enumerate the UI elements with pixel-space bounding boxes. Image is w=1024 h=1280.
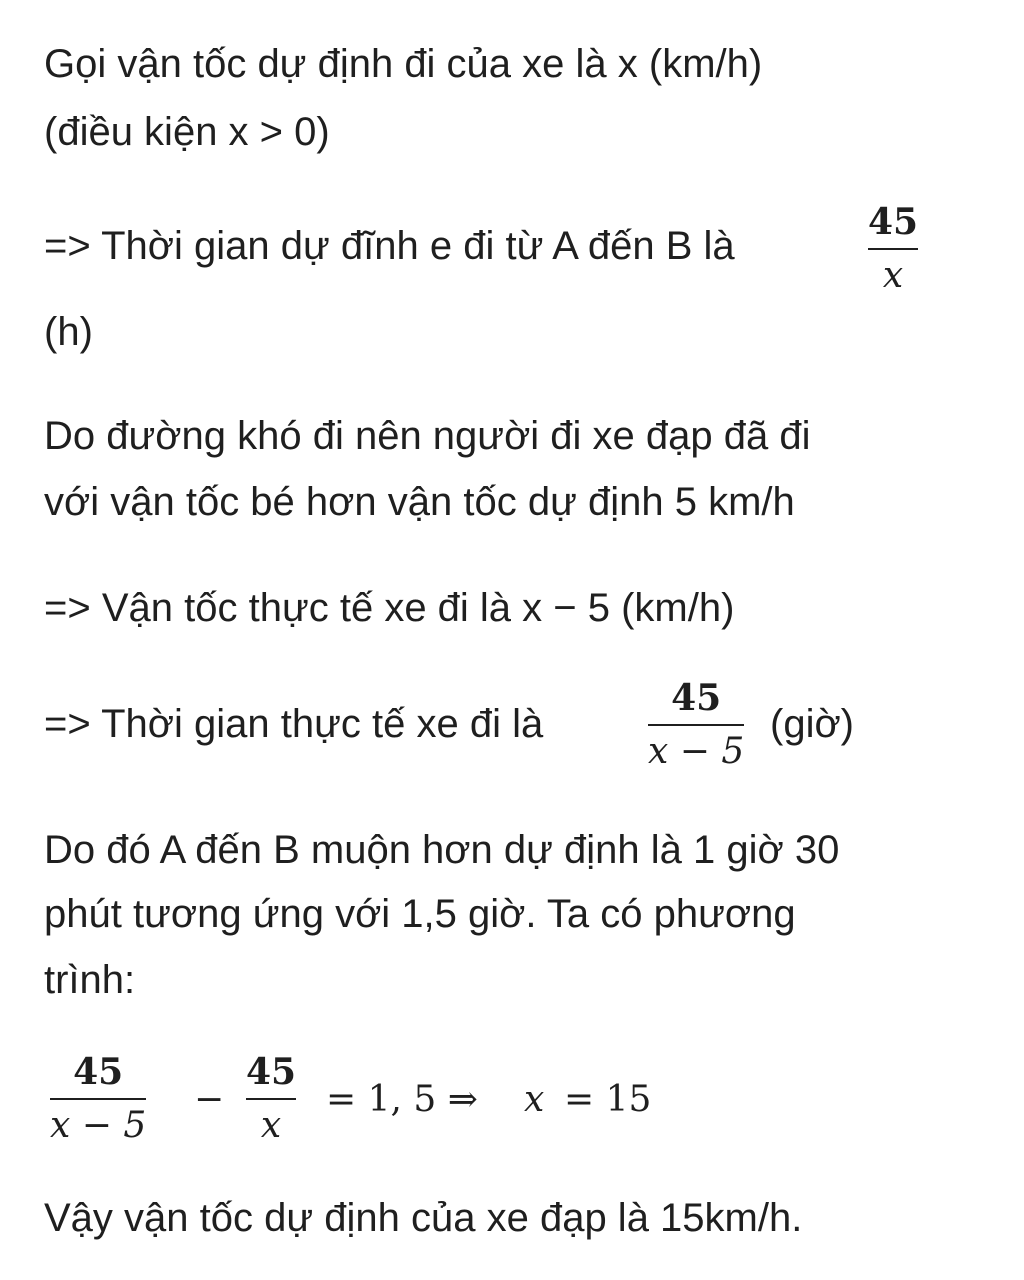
text-line-4: (h) bbox=[44, 310, 93, 354]
text-line-8-suffix: (giờ) bbox=[770, 702, 855, 746]
text-line-3: => Thời gian dự đĩnh e đi từ A đến B là bbox=[44, 224, 735, 268]
fraction-bar bbox=[648, 724, 744, 726]
fraction-bar bbox=[868, 248, 918, 250]
text-line-7: => Vận tốc thực tế xe đi là x − 5 (km/h) bbox=[44, 586, 735, 630]
equation-fraction-1 bbox=[50, 1052, 146, 1146]
equation-rhs-part2: = 15 bbox=[564, 1079, 652, 1120]
text-line-6: với vận tốc bé hơn vận tốc dự định 5 km/h bbox=[44, 480, 795, 524]
fraction-numerator: 45 bbox=[671, 677, 722, 719]
text-line-10: phút tương ứng với 1,5 giờ. Ta có phương bbox=[44, 892, 796, 936]
equation-rhs-var: x bbox=[524, 1079, 545, 1120]
fraction-numerator: 45 bbox=[868, 201, 919, 243]
text-line-1: Gọi vận tốc dự định đi của xe là x (km/h) bbox=[44, 42, 763, 86]
fraction-numerator: 45 bbox=[73, 1051, 124, 1093]
fraction-numerator: 45 bbox=[246, 1051, 297, 1093]
fraction-45-over-x bbox=[868, 202, 918, 296]
equation-minus: − bbox=[194, 1079, 225, 1120]
fraction-bar bbox=[50, 1098, 146, 1100]
fraction-bar bbox=[246, 1098, 296, 1100]
text-line-11: trình: bbox=[44, 958, 136, 1002]
fraction-45-over-x-minus-5 bbox=[648, 678, 744, 772]
text-line-9: Do đó A đến B muộn hơn dự định là 1 giờ 30 bbox=[44, 828, 840, 872]
fraction-denominator: x − 5 bbox=[50, 1105, 147, 1146]
text-line-2: (điều kiện x > 0) bbox=[44, 110, 330, 154]
equation-fraction-2 bbox=[246, 1052, 296, 1146]
fraction-denominator: x − 5 bbox=[648, 731, 745, 772]
text-line-12: Vậy vận tốc dự định của xe đạp là 15km/h. bbox=[44, 1196, 803, 1240]
text-line-8: => Thời gian thực tế xe đi là bbox=[44, 702, 544, 746]
equation-rhs-part1: = 1, 5 ⇒ bbox=[326, 1079, 478, 1120]
fraction-denominator: x bbox=[260, 1105, 282, 1146]
text-line-5: Do đường khó đi nên người đi xe đạp đã đi bbox=[44, 414, 811, 458]
fraction-denominator: x bbox=[882, 255, 904, 296]
